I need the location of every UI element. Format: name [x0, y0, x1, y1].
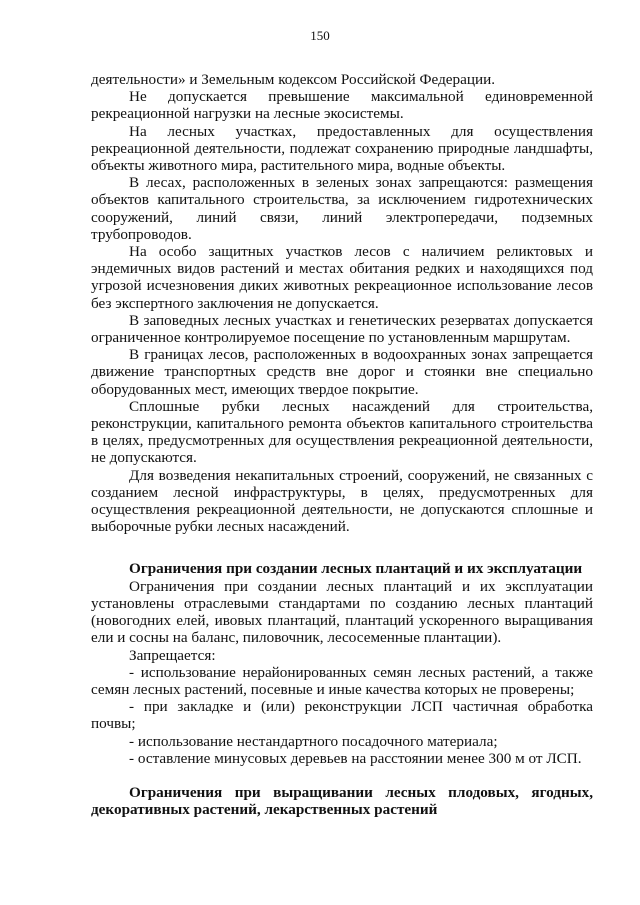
- text-line: угрозой исчезновения диких животных рекреационное использование лесов: [91, 277, 593, 295]
- text-line: трубопроводов.: [91, 225, 192, 243]
- text-line: сооружений, линий связи, линий электропередачи, подземных: [91, 208, 593, 226]
- text-line: объекты животного мира, растительного мира, водные объекты.: [91, 157, 506, 175]
- text-line: эндемичных видов растений и местах обитания редких и находящихся под: [91, 260, 593, 278]
- text-line: ограниченное контролируемое посещение по установленным маршрутам.: [91, 329, 571, 347]
- paragraph: [91, 467, 593, 536]
- text-line: семян лесных растений, посевные и иные качества которых не проверены;: [91, 680, 575, 698]
- document-body: [91, 71, 593, 818]
- text-line: Ограничения при создании лесных плантаций и их эксплуатации: [129, 577, 593, 595]
- paragraph: [91, 123, 593, 175]
- spacer: [91, 767, 593, 784]
- text-line: почвы;: [91, 715, 136, 733]
- text-line: В границах лесов, расположенных в водоохранных зонах запрещается: [129, 346, 593, 364]
- text-line: не допускаются.: [91, 449, 197, 467]
- text-line: - оставление минусовых деревьев на расстоянии менее 300 м от ЛСП.: [129, 749, 582, 767]
- paragraph: [91, 398, 593, 467]
- paragraph: [91, 647, 593, 664]
- spacer: [91, 535, 593, 560]
- paragraph: [91, 346, 593, 398]
- paragraph: [91, 243, 593, 312]
- list-item: [91, 698, 593, 732]
- text-line: реконструкции, капитального ремонта объектов капитального строительства: [91, 415, 593, 433]
- text-line: созданием лесной инфраструктуры, в целях, предусмотренных для: [91, 483, 593, 501]
- prohibited-label: Запрещается:: [129, 646, 216, 664]
- text-line: - использование нерайонированных семян лесных растений, а также: [129, 663, 593, 681]
- text-line: объектов капитального строительства, за исключением гидротехнических: [91, 191, 593, 209]
- text-line: деятельности» и Земельным кодексом Российской Федерации.: [91, 71, 496, 88]
- text-line: Не допускается превышение максимальной единовременной: [129, 88, 593, 106]
- section-heading: Ограничения при выращивании лесных плодовых, ягодных,: [129, 783, 593, 801]
- text-line: В лесах, расположенных в зеленых зонах запрещаются: размещения: [129, 174, 593, 192]
- text-line: в целях, предусмотренных для осуществления рекреационной деятельности,: [91, 432, 593, 450]
- text-line: ели и сосны на баланс, пиловочник, лесосеменные плантации).: [91, 629, 502, 647]
- paragraph: [91, 71, 593, 88]
- text-line: рекреационной нагрузки на лесные экосистемы.: [91, 105, 404, 123]
- text-line: Для возведения некапитальных строений, сооружений, не связанных с: [129, 466, 593, 484]
- section-heading: Ограничения при создании лесных плантаций и их эксплуатации: [129, 560, 583, 578]
- text-line: выборочные рубки лесных насаждений.: [91, 518, 350, 536]
- text-line: установлены отраслевыми стандартами по созданию лесных плантаций: [91, 594, 593, 612]
- paragraph: [91, 312, 593, 346]
- text-line: движение транспортных средств вне дорог и стоянки вне специально: [91, 363, 593, 381]
- text-line: Сплошные рубки лесных насаждений для строительства,: [129, 397, 593, 415]
- text-line: (новогодних елей, ивовых плантаций, плантаций ускоренного выращивания: [91, 612, 593, 630]
- text-line: без экспертного заключения не допускается.: [91, 294, 379, 312]
- paragraph: [91, 88, 593, 122]
- text-line: - при закладке и (или) реконструкции ЛСП частичная обработка: [129, 698, 593, 716]
- text-line: На особо защитных участков лесов с наличием реликтовых и: [129, 243, 593, 261]
- text-line: оборудованных мест, имеющих твердое покрытие.: [91, 380, 419, 398]
- text-line: рекреационной деятельности, подлежат сохранению природные ландшафты,: [91, 139, 593, 157]
- page-number: 150: [310, 28, 330, 43]
- text-line: На лесных участках, предоставленных для осуществления: [129, 122, 593, 140]
- list-item: [91, 733, 593, 750]
- paragraph: [91, 174, 593, 243]
- paragraph: [91, 578, 593, 647]
- list-item: [91, 750, 593, 767]
- section-heading-continuation: декоративных растений, лекарственных растений: [91, 801, 438, 819]
- text-line: - использование нестандартного посадочного материала;: [129, 732, 498, 750]
- list-item: [91, 664, 593, 698]
- text-line: В заповедных лесных участках и генетических резерватах допускается: [129, 311, 593, 329]
- text-line: осуществления рекреационной деятельности, не допускаются сплошные и: [91, 501, 593, 519]
